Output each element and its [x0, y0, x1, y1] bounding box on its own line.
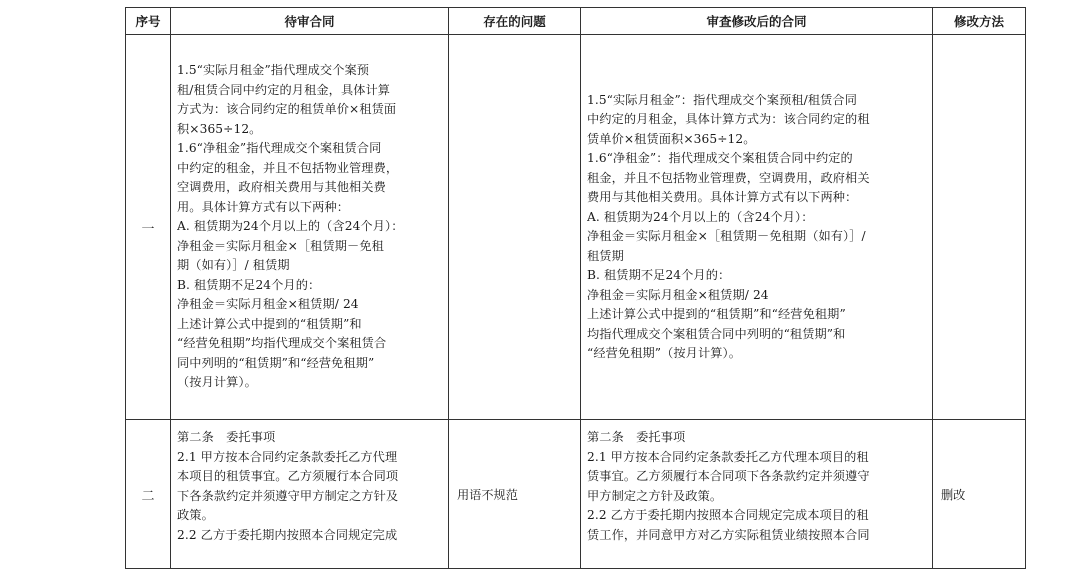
- text-line: 中约定的月租金，具体计算方式为：该合同约定的租: [587, 112, 870, 126]
- header-revision-method: 修改方法: [933, 8, 1026, 35]
- text-line: 租金，并且不包括物业管理费，空调费用，政府相关: [587, 170, 870, 185]
- text-line: 同中列明的“租赁期”和“经营免租期”: [177, 355, 375, 370]
- text-line: 2.2 乙方于委托期内按照本合同规定完成: [177, 527, 398, 542]
- issue-cell: 用语不规范: [449, 420, 581, 569]
- text-line: 1.5“实际月租金”：指代理成交个案预租/租赁合同: [587, 92, 858, 107]
- original-contract-cell: [171, 35, 449, 420]
- text-line: 净租金＝实际月租金×［租赁期－免租: [177, 238, 384, 253]
- text-line: 净租金＝实际月租金×租赁期/ 24: [587, 287, 769, 302]
- header-issues: 存在的问题: [449, 8, 581, 35]
- text-line: 租/租赁合同中约定的月租金，具体计算: [177, 82, 391, 97]
- text-line: 积×365÷12。: [177, 121, 262, 136]
- text-line: 本项目的租赁事宜。乙方须履行本合同项: [177, 469, 399, 483]
- header-seq: 序号: [126, 8, 171, 35]
- text-line: 空调费用，政府相关费用与其他相关费: [177, 180, 386, 195]
- contract-review-table: [125, 7, 1026, 569]
- method-cell: 删改: [933, 420, 1026, 569]
- text-line: 2.1 甲方按本合同约定条款委托乙方代理本项目的租: [587, 449, 869, 464]
- text-line: 租赁期: [587, 248, 624, 263]
- header-row: [126, 8, 1026, 35]
- text-line: 第二条 委托事项: [177, 430, 276, 444]
- text-line: 1.6“净租金”指代理成交个案租赁合同: [177, 141, 382, 156]
- header-original-contract: 待审合同: [171, 8, 449, 35]
- text-line: 上述计算公式中提到的“租赁期”和“经营免租期”: [587, 307, 846, 321]
- text-line: 中约定的租金，并且不包括物业管理费，: [177, 160, 399, 175]
- text-line: 上述计算公式中提到的“租赁期”和: [177, 316, 362, 331]
- text-line: A. 租赁期为24个月以上的（含24个月）：: [177, 219, 404, 234]
- original-contract-cell: [171, 420, 449, 569]
- text-line: 1.5“实际月租金”指代理成交个案预: [177, 63, 370, 78]
- text-line: A. 租赁期为24个月以上的（含24个月）：: [587, 209, 814, 224]
- method-cell: [933, 35, 1026, 420]
- text-line: 期（如有）］/ 租赁期: [177, 258, 290, 273]
- text-line: 赁工作，并同意甲方对乙方实际租赁业绩按照本合同: [587, 527, 870, 542]
- text-line: 1.6“净租金”：指代理成交个案租赁合同中约定的: [587, 151, 853, 165]
- row-seq: 二: [126, 420, 171, 569]
- text-line: B. 租赁期不足24个月的：: [177, 277, 321, 292]
- table-row: [126, 35, 1026, 420]
- header-revised-contract: 审查修改后的合同: [581, 8, 933, 35]
- text-line: 第二条 委托事项: [587, 430, 686, 444]
- text-line: “经营免租期”均指代理成交个案租赁合: [177, 336, 387, 351]
- text-line: 方式为：该合同约定的租赁单价×租赁面: [177, 102, 397, 117]
- revised-contract-cell: [581, 35, 933, 420]
- text-line: 下各条款约定并须遵守甲方制定之方针及: [177, 488, 399, 503]
- revised-contract-cell: [581, 420, 933, 569]
- text-line: “经营免租期”（按月计算）。: [587, 346, 742, 360]
- text-line: 政策。: [177, 508, 214, 522]
- row-seq: 一: [126, 35, 171, 420]
- issue-cell: [449, 35, 581, 420]
- text-line: 费用与其他相关费用。具体计算方式有以下两种：: [587, 190, 858, 204]
- text-line: 甲方制定之方针及政策。: [587, 488, 723, 503]
- text-line: 净租金＝实际月租金×［租赁期－免租期（如有）］/: [587, 229, 866, 243]
- text-line: 均指代理成交个案租赁合同中列明的“租赁期”和: [587, 326, 846, 341]
- text-line: 赁单价×租赁面积×365÷12。: [587, 131, 756, 146]
- text-line: 2.2 乙方于委托期内按照本合同规定完成本项目的租: [587, 508, 869, 522]
- text-line: 2.1 甲方按本合同约定条款委托乙方代理: [177, 449, 398, 464]
- text-line: 赁事宜。乙方须履行本合同项下各条款约定并须遵守: [587, 469, 870, 483]
- text-line: 用。具体计算方式有以下两种：: [177, 199, 350, 214]
- table-row: [126, 420, 1026, 569]
- text-line: 净租金＝实际月租金×租赁期/ 24: [177, 297, 359, 312]
- text-line: B. 租赁期不足24个月的：: [587, 268, 731, 282]
- text-line: （按月计算）。: [177, 375, 257, 390]
